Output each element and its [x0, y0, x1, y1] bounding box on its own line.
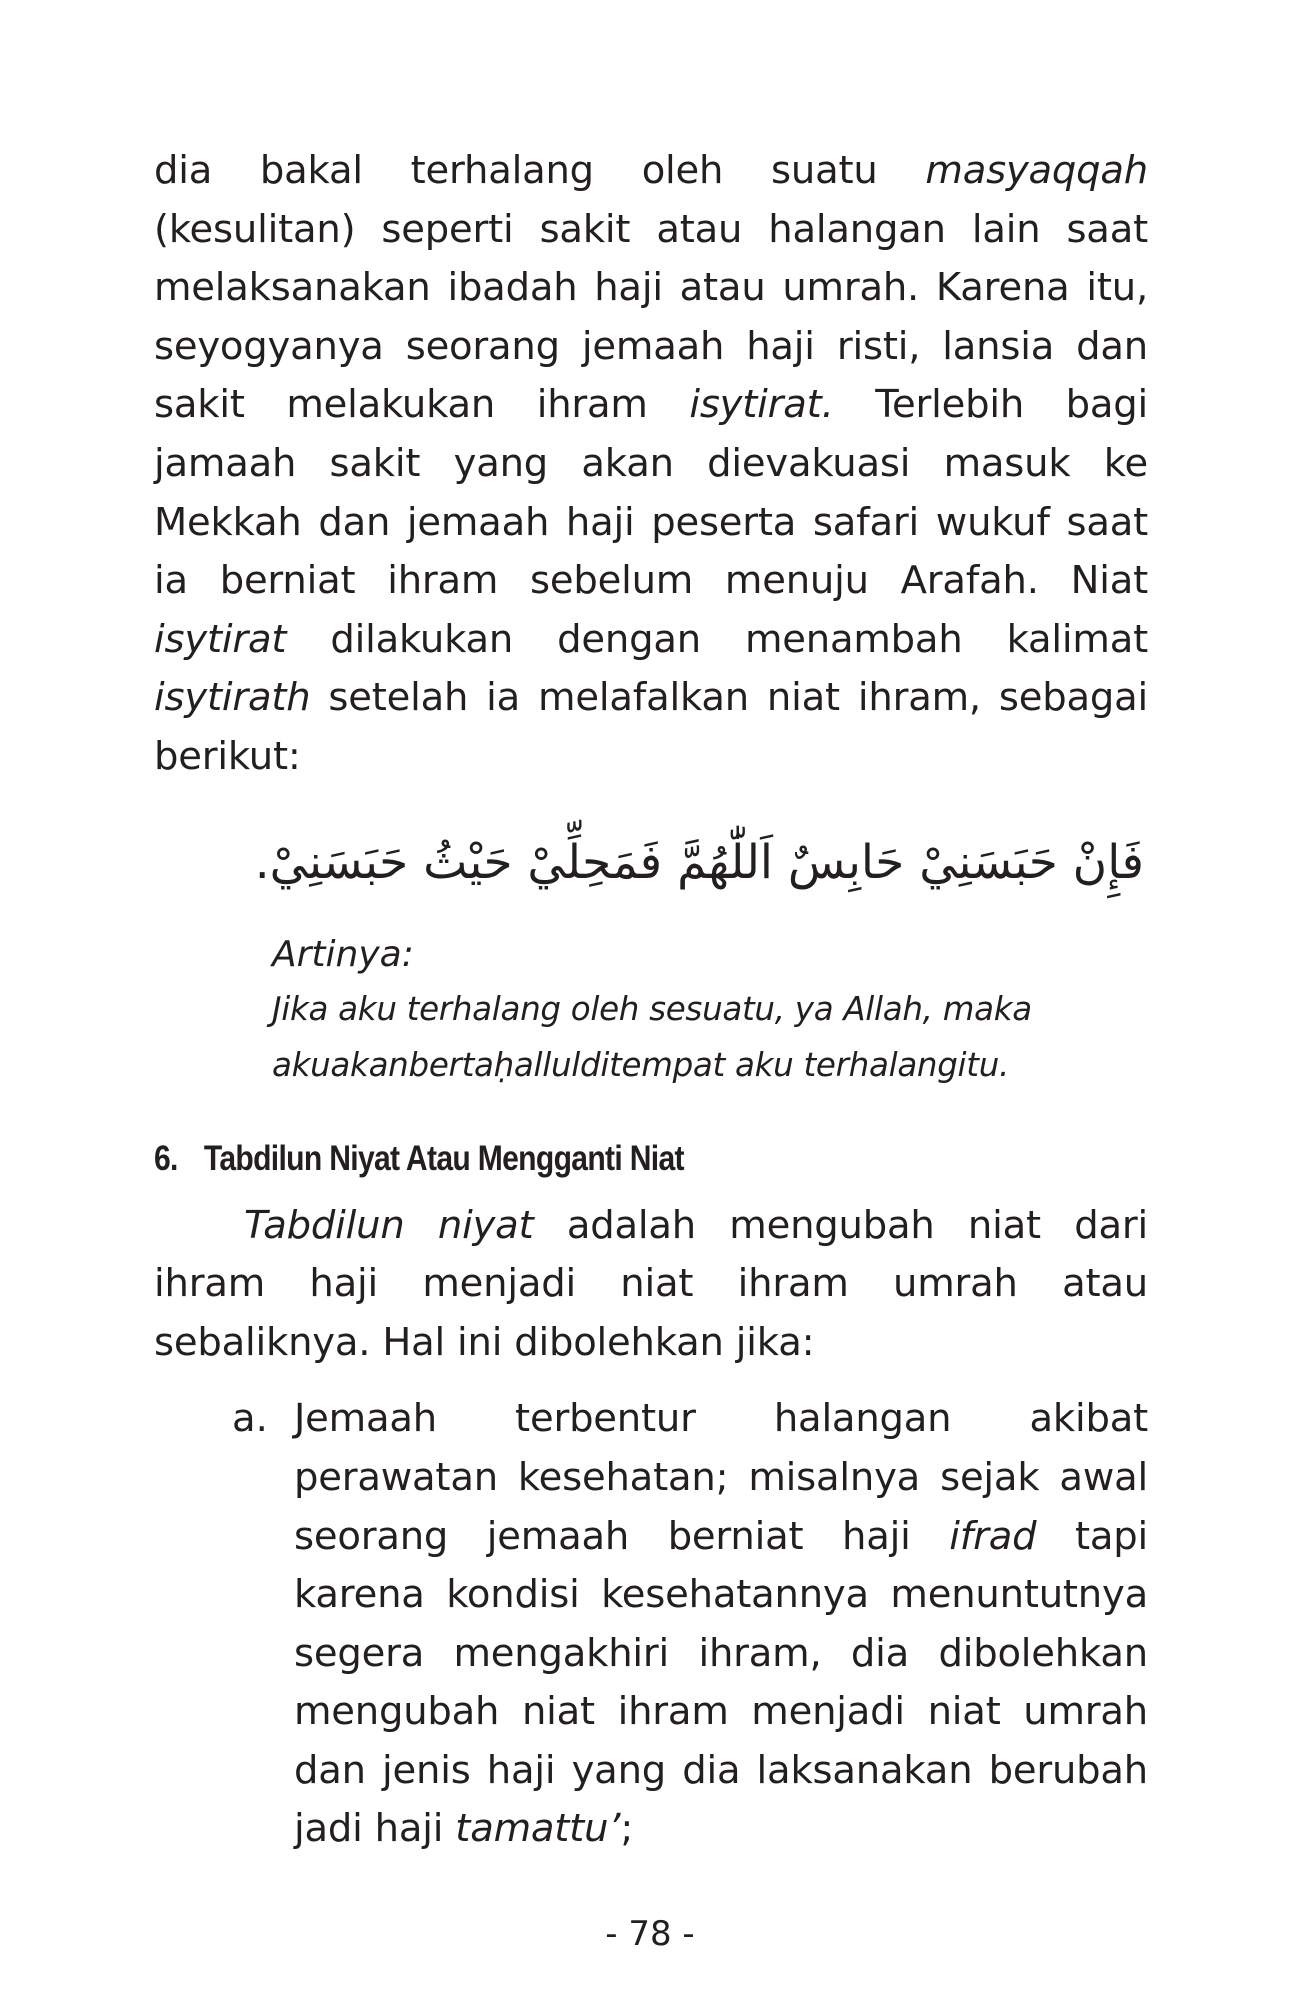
section-title: Tabdilun Niyat Atau Mengganti Niat [203, 1138, 684, 1178]
list-marker: a. [232, 1396, 268, 1442]
text-segment: dilakukan dengan menambah kalimat [286, 616, 1148, 662]
page-content [154, 142, 1148, 1859]
italic-term-isytirat: isytirat. [689, 382, 834, 428]
list-item [154, 1390, 1148, 1859]
section-number: 6. [154, 1138, 178, 1178]
text-segment: adalah mengubah niat dari ihram haji menjadi niat ihram umrah atau sebaliknya. Hal ini dibolehkan jika: [154, 1202, 1148, 1365]
italic-term-tabdilun-niyat: Tabdilun niyat [244, 1202, 534, 1248]
text-segment: Jemaah terbentur halangan akibat perawatan kesehatan; misalnya sejak awal seorang jemaah berniat haji [294, 1396, 1148, 1559]
translation-line: Jika aku terhalang oleh sesuatu, ya Allah, maka [272, 989, 1032, 1028]
page-number: - 78 - [605, 1914, 695, 1954]
text-segment: setelah ia melafalkan niat ihram, sebagai berikut: [154, 675, 1148, 779]
italic-term-tamattu: tamattu’ [455, 1806, 621, 1852]
text-segment: ; [620, 1806, 634, 1852]
text-segment: dia bakal terhalang oleh suatu [154, 148, 926, 193]
text-segment: Terlebih bagi jamaah sakit yang akan dievakuasi masuk ke Mekkah dan jemaah haji peserta safari wukuf saat ia berniat ihram sebelum menuju Arafah. Niat [154, 382, 1148, 604]
text-segment: (kesulitan) seperti sakit atau halangan lain saat melaksanakan ibadah haji atau umrah. Karena itu, seyogyanya seorang jemaah haji risti, lansia dan sakit melakukan ihram [154, 206, 1148, 428]
section-heading [154, 1131, 1009, 1187]
arabic-prayer: فَإِنْ حَبَسَنِيْ حَابِسٌ اَللّٰهُمَّ فَمَحِلِّيْ حَيْثُ حَبَسَنِيْ. [254, 834, 1144, 890]
list-item-text [294, 1390, 1148, 1859]
italic-term-ifrad: ifrad [949, 1513, 1037, 1559]
italic-term-isytirath: isytirath [154, 675, 311, 721]
translation-line: akuakanbertaḥallulditempat aku terhalangitu. [272, 1045, 1010, 1084]
italic-term-isytirat: isytirat [154, 616, 287, 662]
intro-paragraph [154, 142, 1148, 787]
translation-block [272, 929, 1148, 1093]
italic-term-masyaqqah: masyaqqah [925, 148, 1148, 193]
translation-label: Artinya: [272, 933, 414, 975]
section-paragraph [154, 1197, 1148, 1373]
text-segment: tapi karena kondisi kesehatannya menuntutnya segera mengakhiri ihram, dia dibolehkan mengubah niat ihram menjadi niat umrah dan jenis haji yang dia laksanakan berubah jadi haji [294, 1513, 1148, 1852]
